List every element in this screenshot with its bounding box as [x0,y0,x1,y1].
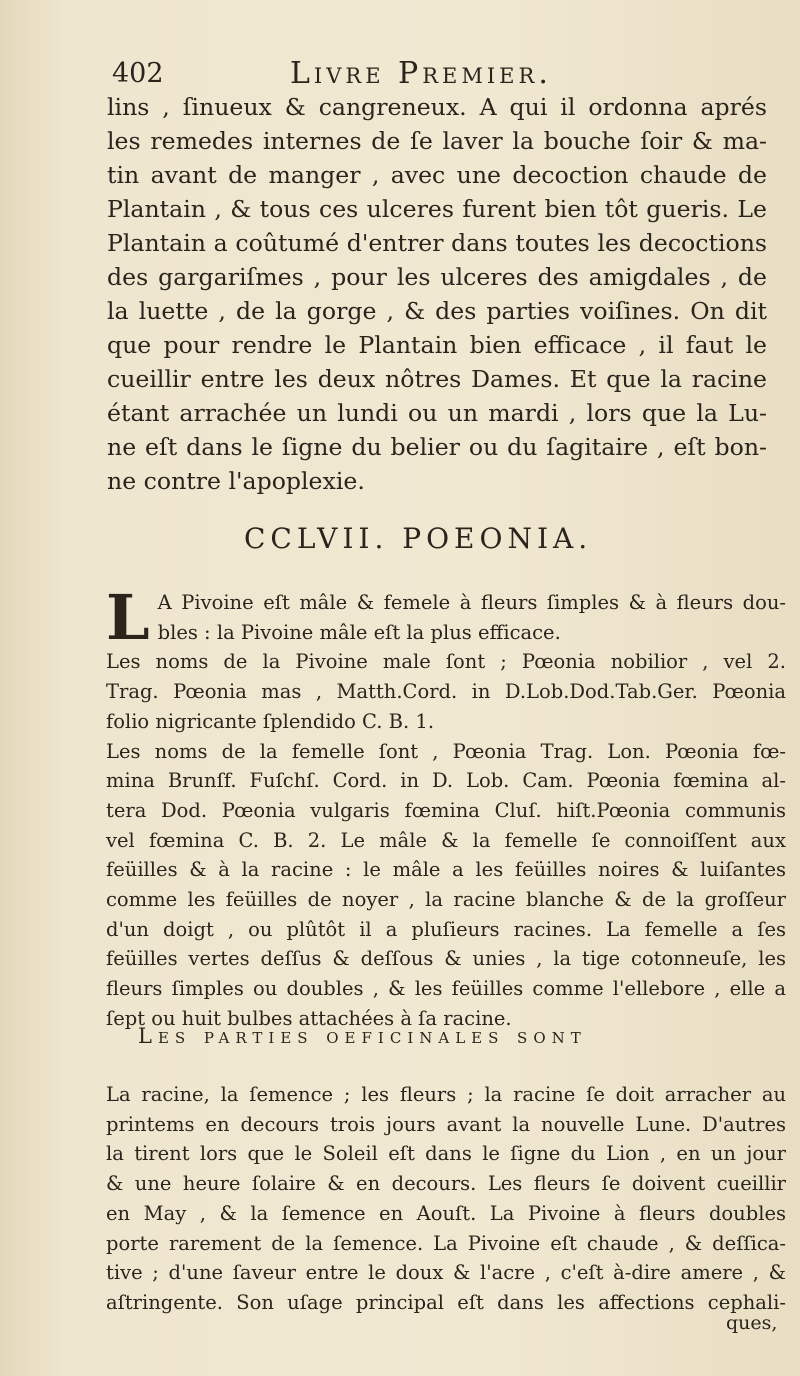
text-line: en May , & la ſemence en Aouſt. La Pivoine à fleurs doubles [106,1201,786,1225]
text-line: tera Dod. Pœonia vulgaris fœmina Cluſ. hiſt.Pœonia communis [106,798,786,822]
text-line: Les noms de la femelle ſont , Pœonia Trag. Lon. Pœonia fœ- [106,739,786,763]
text-line: Plantain a coûtumé d'entrer dans toutes les decoctions [107,229,767,257]
text-line: & une heure ſolaire & en decours. Les fleurs ſe doivent cueillir [106,1172,786,1196]
catchword: ques, [726,1312,778,1334]
text-line: ſept ou huit bulbes attachées à ſa racine. [106,1006,512,1030]
text-line: tive ; d'une ſaveur entre le doux & l'acre , c'eſt à-dire amere , & [106,1261,786,1285]
text-line: fleurs ſimples ou doubles , & les feüilles comme l'ellebore , elle a [106,977,786,1001]
text-line: les remedes internes de ſe laver la bouche ſoir & ma- [107,127,767,155]
officinal-paragraph [106,1080,786,1318]
text-line: printems en decours trois jours avant la nouvelle Lune. D'autres [106,1112,786,1136]
text-line: des gargariſmes , pour les ulceres des amigdales , de [107,263,767,291]
text-line: lins , ſinueux & cangreneux. A qui il ordonna aprés [107,93,767,121]
text-line: cueillir entre les deux nôtres Dames. Et que la racine [107,365,767,393]
text-line: comme les feüilles de noyer , la racine blanche & de la groſſeur [106,888,786,912]
text-line: mina Brunſf. Fuſchſ. Cord. in D. Lob. Cam. Pœonia fœmina al- [106,769,786,793]
text-line: A Pivoine eſt mâle & femele à fleurs ſimples & à fleurs dou- [157,591,786,614]
page-number: 402 [112,58,164,89]
continuation-paragraph [107,90,767,498]
drop-cap: L [106,581,150,654]
text-line: que pour rendre le Plantain bien efficace , il faut le [107,331,767,359]
text-line: Trag. Pœonia mas , Matth.Cord. in D.Lob.Dod.Tab.Ger. Pœonia [106,680,786,704]
description-paragraph [106,581,786,1034]
text-line: porte rarement de la ſemence. La Pivoine eſt chaude , & deſſica- [106,1231,786,1255]
officinal-heading: Les parties oeficinales sont [138,1024,587,1048]
text-line: vel fœmina C. B. 2. Le mâle & la femelle ſe connoiſſent aux [106,828,786,852]
section-title: CCLVII. POEONIA. [244,522,593,555]
running-title: Livre Premier. [290,56,552,91]
text-line: Les noms de la Pivoine male ſont ; Pœonia nobilior , vel 2. [106,650,786,674]
text-line: aſtringente. Son uſage principal eſt dans les affections cephali- [106,1290,786,1314]
text-line: étant arrachée un lundi ou un mardi , lors que la Lu- [107,399,767,427]
text-line: d'un doigt , ou plûtôt il a pluſieurs racines. La femelle a ſes [106,917,786,941]
text-line: tin avant de manger , avec une decoction chaude de [107,161,767,189]
text-line: la tirent lors que le Soleil eſt dans le ſigne du Lion , en un jour [106,1142,786,1166]
text-line: ne eſt dans le ſigne du belier ou du ſagitaire , eſt bon- [107,433,767,461]
text-line: la luette , de la gorge , & des parties voiſines. On dit [107,297,767,325]
text-line: feüilles vertes deſſus & deſſous & unies , la tige cotonneuſe, les [106,947,786,971]
text-line: feüilles & à la racine : le mâle a les feüilles noires & luiſantes [106,858,786,882]
text-line: Plantain , & tous ces ulceres furent bien tôt gueris. Le [107,195,767,223]
text-line: folio nigricante ſplendido C. B. 1. [106,709,435,733]
text-line: ne contre l'apoplexie. [107,467,365,495]
text-line: La racine, la ſemence ; les fleurs ; la racine ſe doit arracher au [106,1083,786,1106]
text-line: bles : la Pivoine mâle eſt la plus efficace. [157,620,561,644]
